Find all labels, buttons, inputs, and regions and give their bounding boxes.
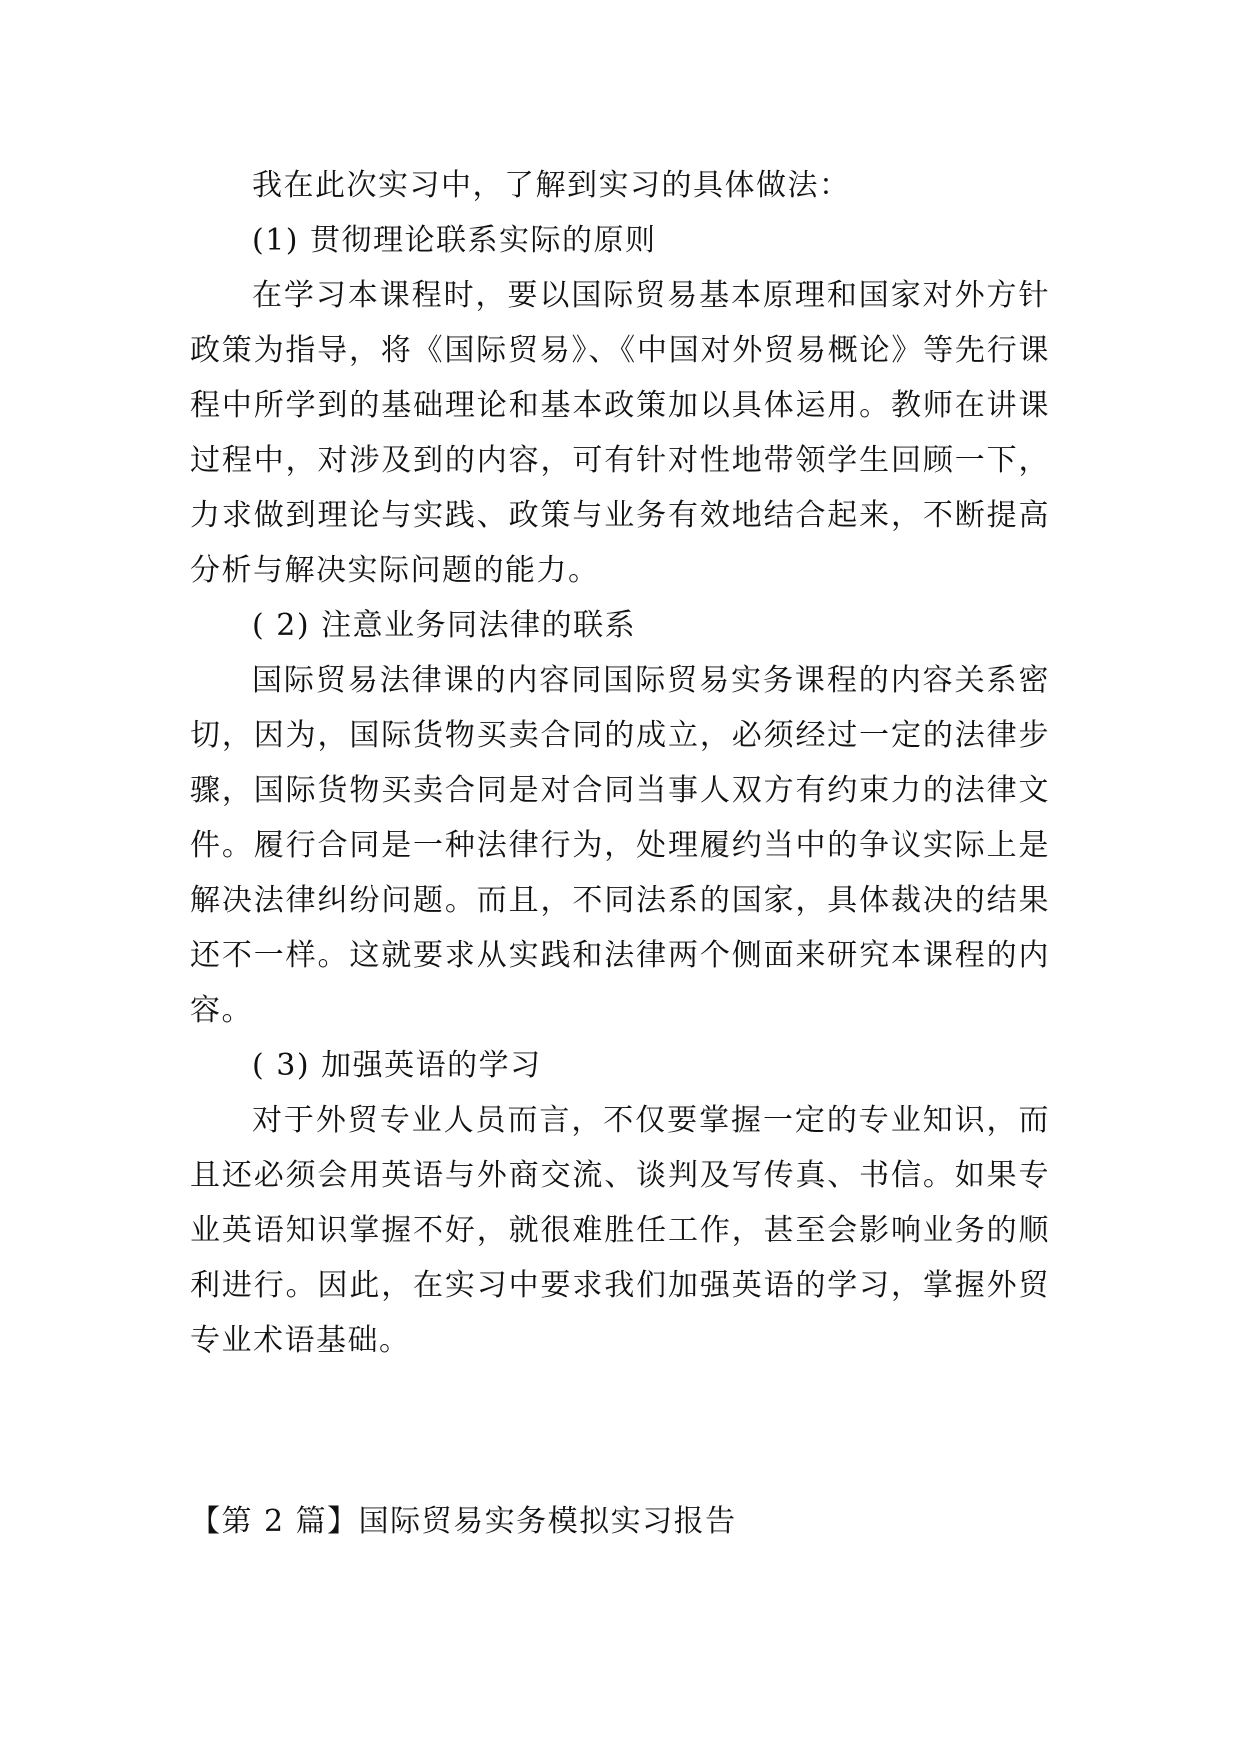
paragraph-3: 对于外贸专业人员而言，不仅要掌握一定的专业知识，而且还必须会用英语与外商交流、谈判及写传真、书信。如果专业英语知识掌握不好，就很难胜任工作，甚至会影响业务的顺利进行。因此，在实习中要求我们加强英语的学习，掌握外贸专业术语基础。: [190, 1103, 1050, 1358]
heading-1: (1) 贯彻理论联系实际的原则: [252, 223, 657, 258]
document-body: [190, 158, 1050, 1368]
paragraph-2: 国际贸易法律课的内容同国际贸易实务课程的内容关系密切，因为，国际货物买卖合同的成立，必须经过一定的法律步骤，国际货物买卖合同是对合同当事人双方有约束力的法律文件。履行合同是一种法律行为，处理履约当中的争议实际上是解决法律纠纷问题。而且，不同法系的国家，具体裁决的结果还不一样。这就要求从实践和法律两个侧面来研究本课程的内容。: [190, 663, 1050, 1028]
section-title: 【第 2 篇】国际贸易实务模拟实习报告: [190, 1504, 737, 1539]
paragraph-intro: 我在此次实习中，了解到实习的具体做法：: [252, 168, 851, 203]
heading-3: ( 3) 加强英语的学习: [252, 1048, 542, 1083]
paragraph-1: 在学习本课程时，要以国际贸易基本原理和国家对外方针政策为指导，将《国际贸易》、《中国对外贸易概论》等先行课程中所学到的基础理论和基本政策加以具体运用。教师在讲课过程中，对涉及到的内容，可有针对性地带领学生回顾一下，力求做到理论与实践、政策与业务有效地结合起来，不断提高分析与解决实际问题的能力。: [190, 278, 1050, 588]
heading-2: ( 2) 注意业务同法律的联系: [252, 608, 637, 643]
